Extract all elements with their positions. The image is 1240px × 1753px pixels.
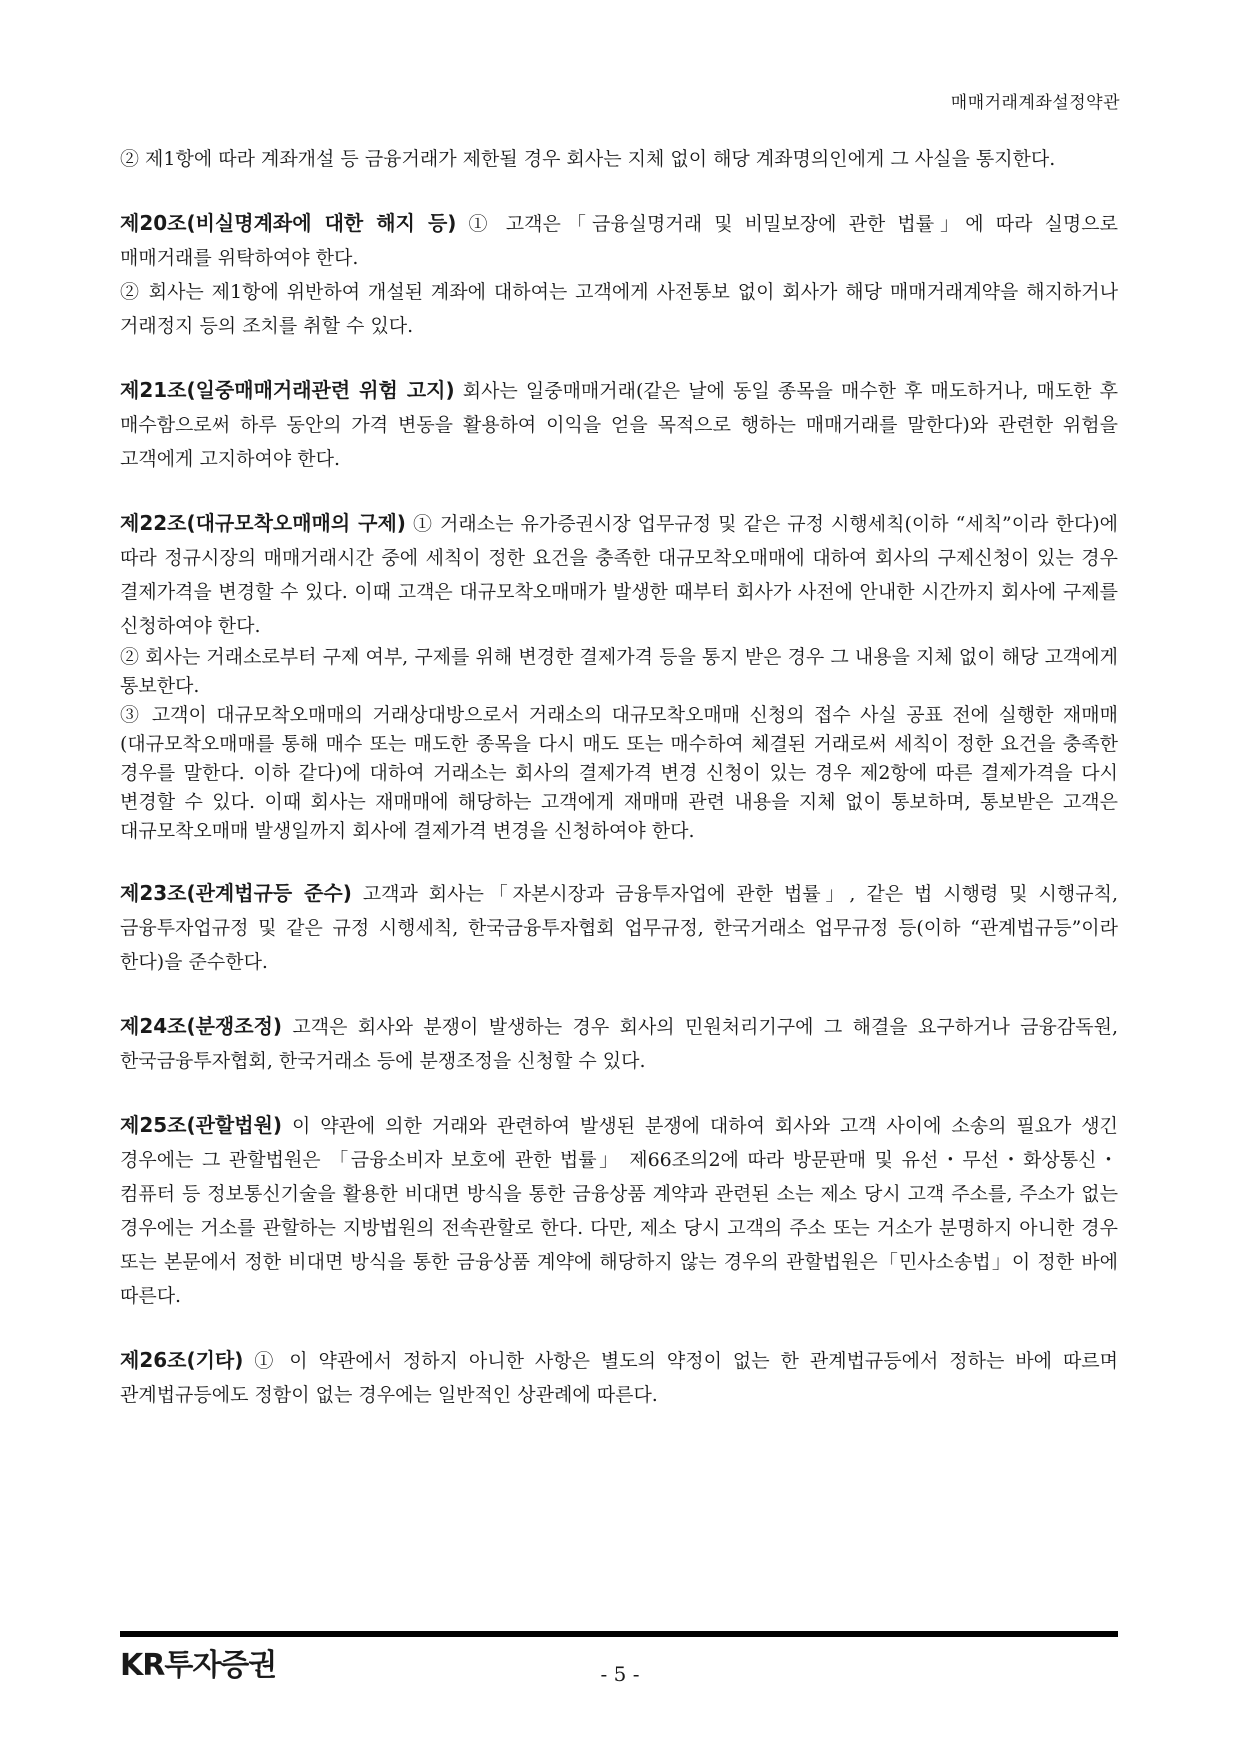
article-heading: 제26조(기타) — [120, 1348, 244, 1372]
paragraph-text: ② 회사는 제1항에 위반하여 개설된 계좌에 대하여는 고객에게 사전통보 없이 회사가 해당 매매거래계약을 해지하거나 거래정지 등의 조치를 취할 수 있다. — [120, 281, 1118, 337]
article-heading: 제24조(분쟁조정) — [120, 1014, 283, 1038]
paragraph — [120, 275, 1118, 343]
article-23 — [120, 876, 1118, 979]
article-24 — [120, 1009, 1118, 1078]
article-heading: 제20조(비실명계좌에 대한 해지 등) — [120, 211, 457, 235]
article-25 — [120, 1108, 1118, 1313]
article-22 — [120, 506, 1118, 846]
paragraph-text: ① 이 약관에서 정하지 아니한 사항은 별도의 약정이 없는 한 관계법규등에서 정하는 바에 따르며 관계법규등에도 정함이 없는 경우에는 일반적인 상관례에 따른다. — [120, 1350, 1119, 1406]
paragraph — [120, 1009, 1118, 1078]
paragraph-text: ① 고객은「금융실명거래 및 비밀보장에 관한 법률」에 따라 실명으로 매매거래를 위탁하여야 한다. — [120, 213, 1118, 269]
paragraph — [120, 506, 1118, 643]
document-title: 매매거래계좌설정약관 — [950, 93, 1120, 113]
paragraph-text: 고객과 회사는「자본시장과 금융투자업에 관한 법률」, 같은 법 시행령 및 시행규칙, 금융투자업규정 및 같은 규정 시행세칙, 한국금융투자협회 업무규정, 한국거래소 업무규정 등(이하 “관계법규등”이라 한다)을 준수한다. — [120, 883, 1118, 973]
paragraph — [120, 643, 1118, 701]
paragraph — [120, 206, 1118, 275]
paragraph — [120, 701, 1118, 846]
article-19-continuation — [120, 142, 1118, 176]
paragraph — [120, 1343, 1118, 1412]
paragraph-text: 고객은 회사와 분쟁이 발생하는 경우 회사의 민원처리기구에 그 해결을 요구하거나 금융감독원, 한국금융투자협회, 한국거래소 등에 분쟁조정을 신청할 수 있다. — [120, 1016, 1118, 1072]
article-20 — [120, 206, 1118, 343]
paragraph-text: ③ 고객이 대규모착오매매의 거래상대방으로서 거래소의 대규모착오매매 신청의 접수 사실 공표 전에 실행한 재매매(대규모착오매매를 통해 매수 또는 매도한 종목을 다시 매도 또는 매수하여 체결된 거래로써 세칙이 정한 요건을 충족한 경우를 말한다. 이하 같다)에 대하여 거래소는 회사의 결제가격 변경 신청이 있는 경우 제2항에 따른 결제가격을 다시 변경할 수 있다. 이때 회사는 재매매에 해당하는 고객에게 재매매 관련 내용을 지체 없이 통보하며, 통보받은 고객은 대규모착오매매 발생일까지 회사에 결제가격 변경을 신청하여야 한다. — [120, 704, 1118, 842]
paragraph-text: ② 회사는 거래소로부터 구제 여부, 구제를 위해 변경한 결제가격 등을 통지 받은 경우 그 내용을 지체 없이 해당 고객에게 통보한다. — [120, 646, 1118, 697]
paragraph — [120, 876, 1118, 979]
document-body — [120, 142, 1118, 1412]
article-26 — [120, 1343, 1118, 1412]
article-21 — [120, 373, 1118, 476]
paragraph — [120, 142, 1118, 176]
company-logo: KR투자증권 — [120, 1648, 277, 1683]
article-heading: 제25조(관할법원) — [120, 1113, 283, 1137]
paragraph-text: ① 거래소는 유가증권시장 업무규정 및 같은 규정 시행세칙(이하 “세칙”이라 한다)에 따라 정규시장의 매매거래시간 중에 세칙이 정한 요건을 충족한 대규모착오매매에 대하여 회사의 구제신청이 있는 경우 결제가격을 변경할 수 있다. 이때 고객은 대규모착오매매가 발생한 때부터 회사가 사전에 안내한 시간까지 회사에 구제를 신청하여야 한다. — [120, 513, 1118, 637]
paragraph — [120, 373, 1118, 476]
paragraph — [120, 1108, 1118, 1313]
paragraph-text: 이 약관에 의한 거래와 관련하여 발생된 분쟁에 대하여 회사와 고객 사이에 소송의 필요가 생긴 경우에는 그 관할법원은 「금융소비자 보호에 관한 법률」 제66조의2에 따라 방문판매 및 유선・무선・화상통신・컴퓨터 등 정보통신기술을 활용한 비대면 방식을 통한 금융상품 계약과 관련된 소는 제소 당시 고객 주소를, 주소가 없는 경우에는 거소를 관할하는 지방법원의 전속관할로 한다. 다만, 제소 당시 고객의 주소 또는 거소가 분명하지 아니한 경우 또는 본문에서 정한 비대면 방식을 통한 금융상품 계약에 해당하지 않는 경우의 관할법원은「민사소송법」이 정한 바에 따른다. — [120, 1115, 1119, 1307]
article-heading: 제22조(대규모착오매매의 구제) — [120, 511, 406, 535]
article-heading: 제23조(관계법규등 준수) — [120, 881, 352, 905]
paragraph-text: 회사는 일중매매거래(같은 날에 동일 종목을 매수한 후 매도하거나, 매도한 후 매수함으로써 하루 동안의 가격 변동을 활용하여 이익을 얻을 목적으로 행하는 매매거래를 말한다)와 관련한 위험을 고객에게 고지하여야 한다. — [120, 380, 1118, 470]
page-number: - 5 - — [600, 1662, 640, 1686]
footer-divider — [120, 1631, 1118, 1637]
paragraph-text: ② 제1항에 따라 계좌개설 등 금융거래가 제한될 경우 회사는 지체 없이 해당 계좌명의인에게 그 사실을 통지한다. — [120, 148, 1056, 170]
article-heading: 제21조(일중매매거래관련 위험 고지) — [120, 378, 455, 402]
